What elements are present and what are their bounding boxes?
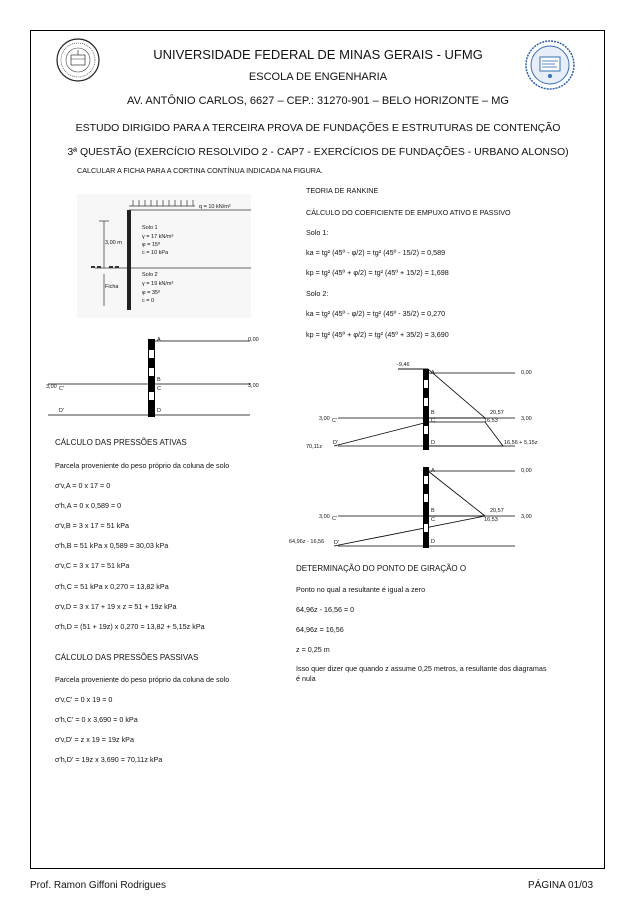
active-line-1: Parcela proveniente do peso próprio da coluna de solo	[55, 461, 230, 470]
active-title: CÁLCULO DAS PRESSÕES ATIVAS	[55, 438, 187, 447]
d2-right-mid-value: 3,00	[521, 416, 532, 422]
d3-point-b: B	[431, 508, 435, 514]
d1-d-prime: D'	[59, 408, 65, 414]
surcharge-label: q = 10 kN/m²	[199, 204, 231, 210]
solo2-phi: φ = 35º	[142, 290, 160, 296]
passive-line-3: σ'h,C' = 0 x 3,690 = 0 kPa	[55, 715, 138, 724]
question-title: 3ª QUESTÃO (EXERCÍCIO RESOLVIDO 2 - CAP7 - EXERCÍCIOS DE FUNDAÇÕES - URBANO ALONSO)	[67, 146, 569, 158]
d2-point-b: B	[431, 410, 435, 416]
active-line-8: σ'v,D = 3 x 17 + 19 x z = 51 + 19z kPa	[55, 602, 177, 611]
d2-c-prime: C'	[332, 418, 338, 424]
rankine-title: TEORIA DE RANKINE	[306, 186, 379, 195]
ficha-label: Ficha	[105, 284, 119, 290]
d1-point-a: A	[157, 337, 161, 343]
soil-figure	[77, 194, 251, 318]
d2-point-d: D	[431, 440, 435, 446]
d2-value-1: 20,57	[490, 410, 504, 416]
university-title: UNIVERSIDADE FEDERAL DE MINAS GERAIS - UFMG	[153, 47, 483, 62]
solo2-name: Solo 2	[142, 272, 158, 278]
d1-c-prime: C'	[59, 386, 65, 392]
solo1-c: c = 10 kPa	[142, 250, 169, 256]
passive-line-2: σ'v,C' = 0 x 19 = 0	[55, 695, 113, 704]
active-line-4: σ'v,B = 3 x 17 = 51 kPa	[55, 521, 129, 530]
d3-point-a: A	[431, 468, 435, 474]
solo2-gamma: γ = 19 kN/m³	[142, 281, 174, 287]
active-line-7: σ'h,C = 51 kPa x 0,270 = 13,82 kPa	[55, 582, 169, 591]
rankine-ka1: ka = tg² (45º - φ/2) = tg² (45º - 15/2) = 0,589	[306, 248, 446, 257]
d2-left-bottom-value: 70,11z	[306, 444, 323, 450]
passive-line-4: σ'v,D' = z x 19 = 19z kPa	[55, 735, 134, 744]
rotation-conclusion-2: é nula	[296, 674, 316, 683]
footer-author: Prof. Ramon Giffoni Rodrigues	[30, 880, 166, 891]
d1-left-value: 3,00	[46, 384, 57, 390]
d2-d-prime: D'	[333, 440, 339, 446]
study-title: ESTUDO DIRIGIDO PARA A TERCEIRA PROVA DE FUNDAÇÕES E ESTRUTURAS DE CONTENÇÃO	[75, 122, 561, 134]
d3-left-bottom-value: 64,96z - 16,56	[289, 539, 325, 545]
d1-point-c: C	[157, 386, 161, 392]
wall-diagram-1	[40, 336, 280, 420]
d1-top-value: 0,00	[248, 337, 259, 343]
d1-point-d: D	[157, 408, 161, 414]
d3-d-prime: D'	[334, 540, 340, 546]
resultant-diagram-3	[285, 462, 570, 552]
passive-title: CÁLCULO DAS PRESSÕES PASSIVAS	[55, 653, 199, 662]
rotation-line-4: z = 0,25 m	[296, 645, 330, 654]
active-line-9: σ'h,D = (51 + 19z) x 0,270 = 13,82 + 5,15z kPa	[55, 622, 205, 631]
rankine-solo2: Solo 2:	[306, 289, 329, 298]
rankine-solo1: Solo 1:	[306, 228, 329, 237]
d3-right-mid-value: 3,00	[521, 514, 532, 520]
school-name: ESCOLA DE ENGENHARIA	[248, 71, 388, 83]
solo1-gamma: γ = 17 kN/m³	[142, 234, 174, 240]
rankine-kp2: kp = tg² (45º + φ/2) = tg² (45º + 35/2) = 3,690	[306, 330, 449, 339]
passive-line-1: Parcela proveniente do peso próprio da coluna de solo	[55, 675, 230, 684]
rotation-title: DETERMINAÇÃO DO PONTO DE GIRAÇÃO O	[296, 564, 467, 573]
d2-top-left-value: -9,46	[397, 362, 410, 368]
d3-left-mid-value: 3,00	[319, 514, 330, 520]
height-label: 3,00 m	[105, 240, 122, 246]
d1-point-b: B	[157, 377, 161, 383]
active-line-2: σ'v,A = 0 x 17 = 0	[55, 481, 111, 490]
d2-value-2: 16,53	[484, 418, 498, 424]
d1-right-value: 3,00	[248, 383, 259, 389]
solo1-phi: φ = 15º	[142, 242, 160, 248]
address: AV. ANTÔNIO CARLOS, 6627 – CEP.: 31270-901 – BELO HORIZONTE – MG	[127, 95, 509, 107]
d3-value-2: 16,53	[484, 517, 498, 523]
rotation-line-3: 64,96z = 16,56	[296, 625, 344, 634]
d3-point-d: D	[431, 539, 435, 545]
d2-point-a: A	[431, 370, 435, 376]
d3-value-1: 20,57	[490, 508, 504, 514]
d2-top-right-value: 0,00	[521, 370, 532, 376]
active-line-3: σ'h,A = 0 x 0,589 = 0	[55, 501, 122, 510]
d3-point-c: C	[431, 517, 435, 523]
rankine-ka2: ka = tg² (45º - φ/2) = tg² (45º - 35/2) = 0,270	[306, 309, 446, 318]
solo2-c: c = 0	[142, 298, 155, 304]
d2-left-mid-value: 3,00	[319, 416, 330, 422]
rankine-subtitle: CÁLCULO DO COEFICIENTE DE EMPUXO ATIVO E PASSIVO	[306, 208, 511, 217]
d3-c-prime: C'	[332, 516, 338, 522]
active-line-6: σ'v,C = 3 x 17 = 51 kPa	[55, 561, 130, 570]
instruction: CALCULAR A FICHA PARA A CORTINA CONTÍNUA INDICADA NA FIGURA.	[77, 166, 323, 175]
pressure-diagram-2	[300, 360, 570, 456]
rotation-line-1: Ponto no qual a resultante é igual a zero	[296, 585, 426, 594]
rotation-conclusion-1: Isso quer dizer que quando z assume 0,25 metros, a resultante dos diagramas	[296, 664, 547, 673]
solo1-name: Solo 1	[142, 225, 158, 231]
rankine-kp1: kp = tg² (45º + φ/2) = tg² (45º + 15/2) = 1,698	[306, 268, 449, 277]
d3-top-right-value: 0,00	[521, 468, 532, 474]
passive-line-5: σ'h,D' = 19z x 3,690 = 70,11z kPa	[55, 755, 163, 764]
d2-point-c: C	[431, 418, 435, 424]
active-line-5: σ'h,B = 51 kPa x 0,589 = 30,03 kPa	[55, 541, 169, 550]
rotation-line-2: 64,96z - 16,56 = 0	[296, 605, 355, 614]
d2-right-bottom-value: 16,56 + 5,15z	[504, 440, 538, 446]
footer-page: PÁGINA 01/03	[528, 880, 594, 891]
